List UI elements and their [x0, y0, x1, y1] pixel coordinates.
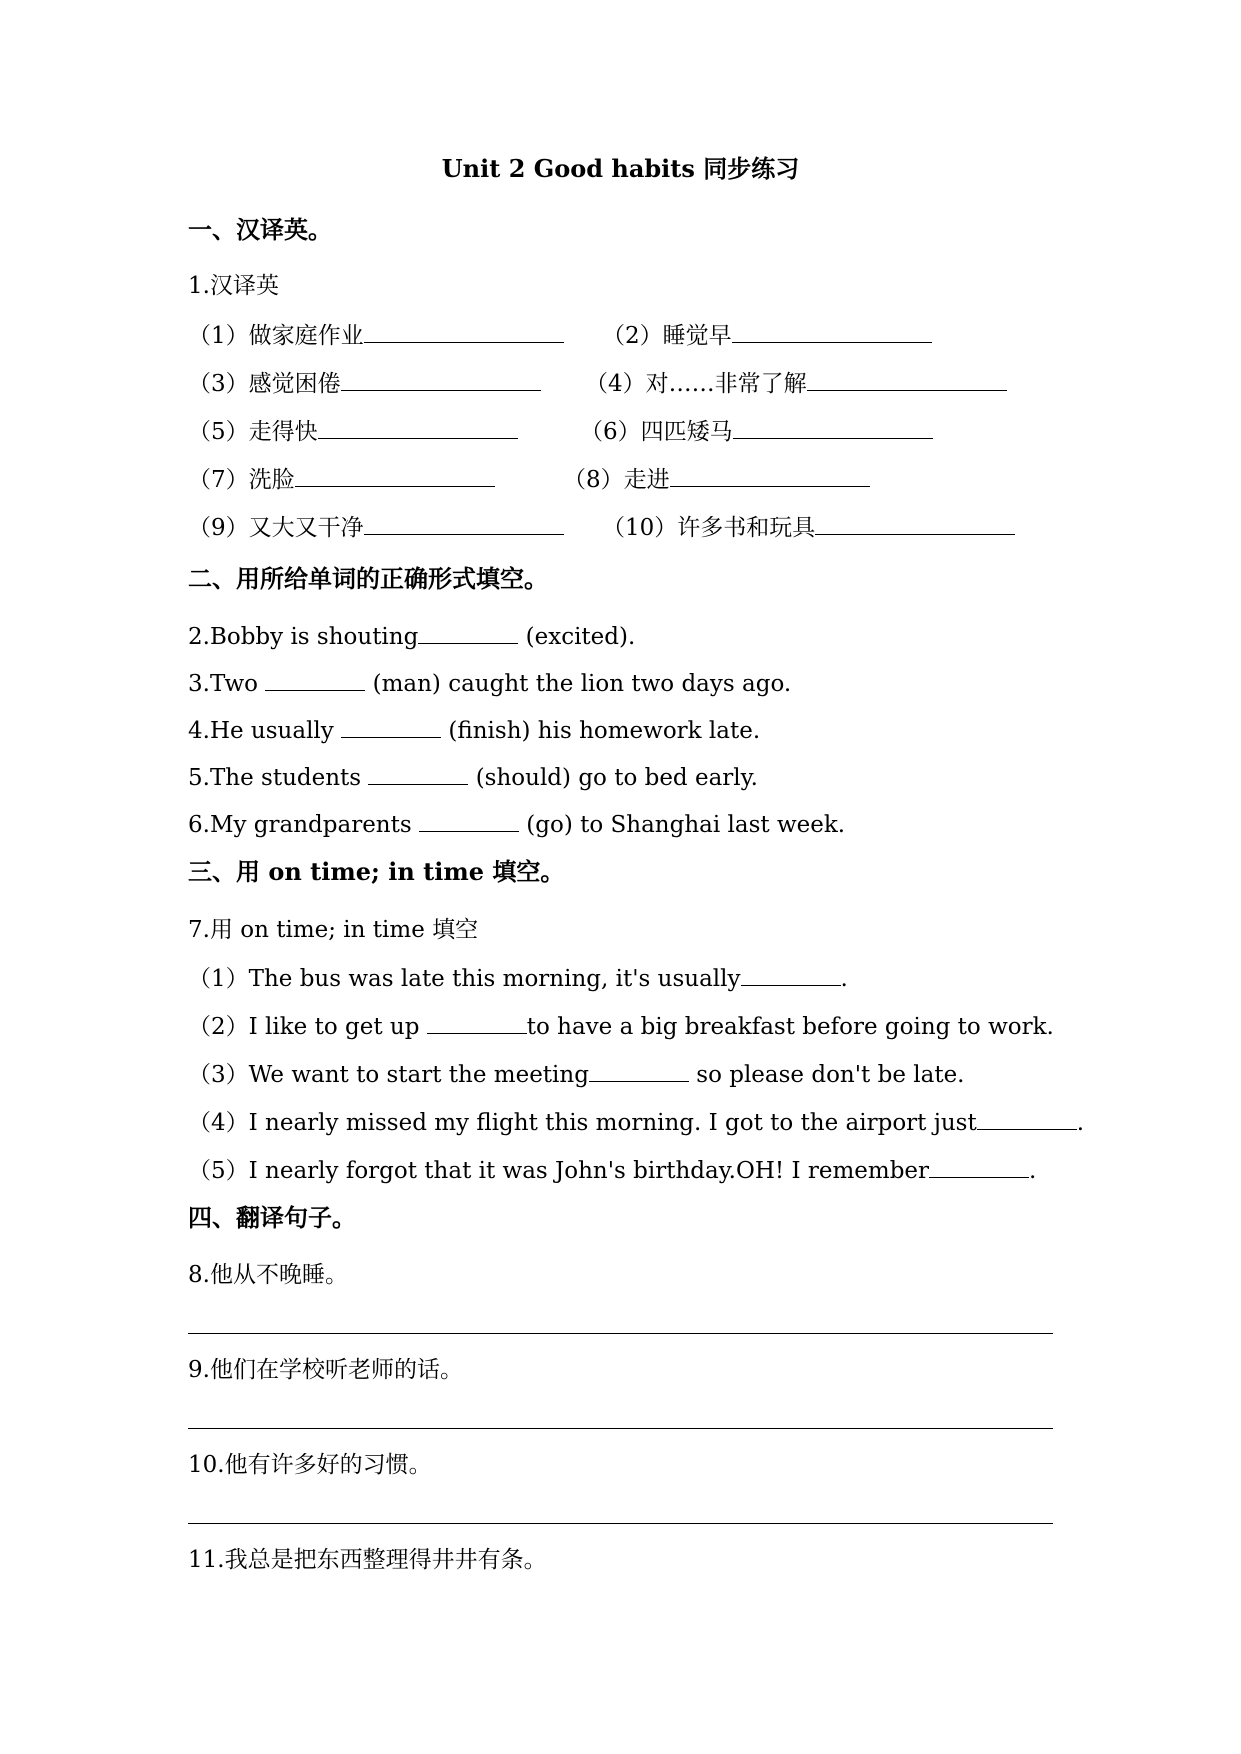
translate-question-10: 10.他有许多好的习惯。	[188, 1452, 432, 1478]
section-heading-4: 四、翻译句子。	[188, 1203, 356, 1232]
translate-question-8: 8.他从不晚睡。	[188, 1262, 348, 1288]
answer-blank[interactable]	[364, 318, 564, 343]
answer-blank[interactable]	[364, 510, 564, 535]
question-7-stem: 7.用 on time; in time 填空	[188, 917, 479, 943]
q7-item-1: （1）The bus was late this morning, it's usually .	[188, 961, 848, 995]
vocab-item-1: （1）做家庭作业	[188, 318, 564, 352]
q7-item-2: （2）I like to get up to have a big breakfast before going to work.	[188, 1009, 1054, 1043]
answer-blank[interactable]	[418, 619, 518, 644]
fill-question-3: 3.Two (man) caught the lion two days ago.	[188, 666, 791, 700]
fill-question-4: 4.He usually (finish) his homework late.	[188, 713, 760, 747]
vocab-item-5: （5）走得快	[188, 414, 518, 448]
answer-blank[interactable]	[732, 318, 932, 343]
q7-item-5: （5）I nearly forgot that it was John's birthday.OH! I remember .	[188, 1153, 1036, 1187]
q7-item-3: （3）We want to start the meeting so please don't be late.	[188, 1057, 965, 1091]
vocab-item-8: （8）走进	[563, 462, 870, 496]
answer-blank[interactable]	[589, 1057, 689, 1082]
answer-line[interactable]	[188, 1523, 1053, 1524]
answer-blank[interactable]	[741, 961, 841, 986]
section-heading-1: 一、汉译英。	[188, 215, 332, 244]
translate-question-9: 9.他们在学校听老师的话。	[188, 1357, 463, 1383]
answer-blank[interactable]	[929, 1153, 1029, 1178]
section-heading-2: 二、用所给单词的正确形式填空。	[188, 564, 548, 593]
vocab-item-3: （3）感觉困倦	[188, 366, 541, 400]
section-heading-3: 三、用 on time; in time 填空。	[188, 857, 565, 886]
page-title: Unit 2 Good habits 同步练习	[441, 154, 800, 183]
answer-blank[interactable]	[419, 807, 519, 832]
vocab-item-9: （9）又大又干净	[188, 510, 564, 544]
answer-blank[interactable]	[977, 1105, 1077, 1130]
fill-question-6: 6.My grandparents (go) to Shanghai last week.	[188, 807, 845, 841]
answer-line[interactable]	[188, 1428, 1053, 1429]
fill-question-2: 2.Bobby is shouting (excited).	[188, 619, 635, 653]
q7-item-4: （4）I nearly missed my flight this morning. I got to the airport just .	[188, 1105, 1084, 1139]
vocab-item-2: （2）睡觉早	[602, 318, 932, 352]
answer-blank[interactable]	[670, 462, 870, 487]
answer-blank[interactable]	[318, 414, 518, 439]
answer-blank[interactable]	[807, 366, 1007, 391]
answer-blank[interactable]	[295, 462, 495, 487]
answer-blank[interactable]	[341, 713, 441, 738]
vocab-item-4: （4）对……非常了解	[585, 366, 1007, 400]
answer-blank[interactable]	[368, 760, 468, 785]
translate-question-11: 11.我总是把东西整理得井井有条。	[188, 1547, 547, 1573]
vocab-item-6: （6）四匹矮马	[580, 414, 933, 448]
vocab-item-10: （10）许多书和玩具	[602, 510, 1015, 544]
answer-blank[interactable]	[265, 666, 365, 691]
answer-blank[interactable]	[341, 366, 541, 391]
answer-blank[interactable]	[427, 1009, 527, 1034]
fill-question-5: 5.The students (should) go to bed early.	[188, 760, 758, 794]
vocab-item-7: （7）洗脸	[188, 462, 495, 496]
answer-line[interactable]	[188, 1333, 1053, 1334]
answer-blank[interactable]	[733, 414, 933, 439]
question-1-stem: 1.汉译英	[188, 273, 279, 299]
answer-blank[interactable]	[815, 510, 1015, 535]
